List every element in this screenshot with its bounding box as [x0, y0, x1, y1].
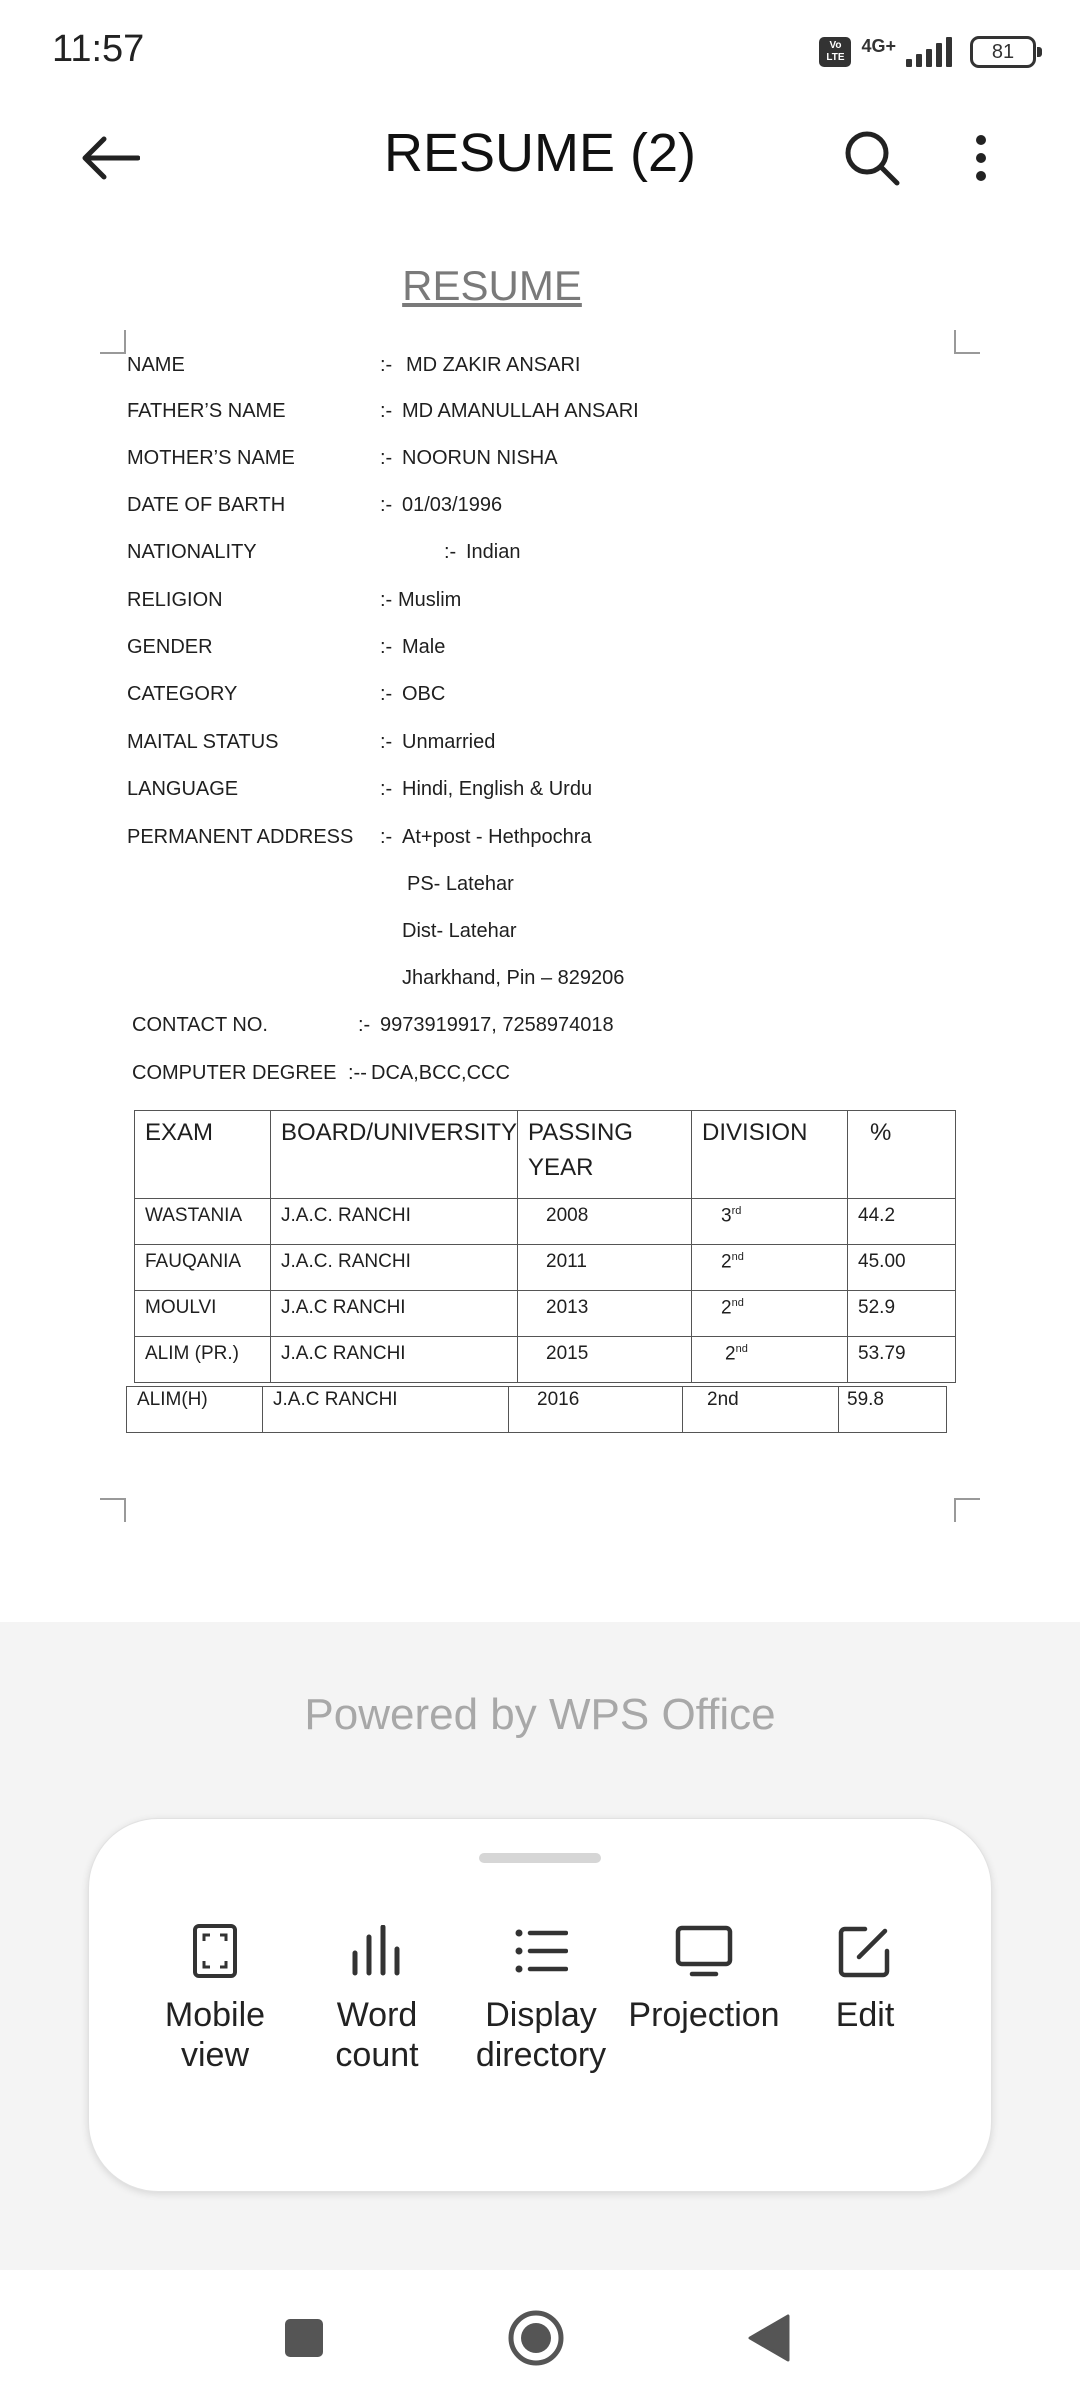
triangle-back-icon: [746, 2314, 790, 2362]
document-title: RESUME (2): [383, 123, 697, 183]
resume-heading: RESUME: [402, 262, 582, 309]
cell-board: J.A.C. RANCHI: [271, 1199, 518, 1245]
field-value-language: Hindi, English & Urdu: [402, 778, 593, 800]
field-separator: :-: [380, 589, 393, 611]
powered-by-text: Powered by WPS Office: [304, 1690, 776, 1739]
field-value-gender: Male: [402, 636, 446, 658]
field-value-address: At+post - Hethpochra: [402, 826, 592, 848]
division-suffix: nd: [731, 1251, 744, 1263]
sheet-drag-handle[interactable]: [479, 1853, 601, 1863]
app-bar: [0, 104, 1080, 212]
address-line: Dist- Latehar: [402, 920, 517, 942]
mobile-view-label-line2: view: [180, 2036, 250, 2074]
field-value-mother: NOORUN NISHA: [402, 447, 558, 469]
cell-percent: 45.00: [848, 1245, 956, 1291]
field-label-name: NAME: [127, 354, 185, 376]
table-header-row: [135, 1111, 956, 1199]
projection-button[interactable]: [614, 1921, 794, 2035]
division-value: 2: [721, 1297, 732, 1319]
page-corner-mark: [100, 1498, 126, 1522]
mobile-view-label-line1: Mobile: [164, 1996, 266, 2034]
cell-year: 2015: [518, 1337, 692, 1383]
field-label-address: PERMANENT ADDRESS: [127, 826, 354, 848]
column-header-board: BOARD/UNIVERSITY: [271, 1111, 518, 1199]
column-header-year: PASSING YEAR: [518, 1111, 692, 1199]
cell-exam: FAUQANIA: [135, 1245, 271, 1291]
cell-exam: ALIM(H): [127, 1387, 263, 1433]
list-icon: [514, 1927, 568, 1975]
field-label-category: CATEGORY: [127, 683, 238, 705]
field-value-computer: DCA,BCC,CCC: [371, 1062, 510, 1084]
field-separator: :-: [380, 826, 393, 848]
cell-board: J.A.C. RANCHI: [271, 1245, 518, 1291]
edit-icon: [837, 1923, 893, 1979]
bar-chart-icon: [349, 1925, 405, 1977]
system-navigation-bar: [0, 2270, 1080, 2400]
cell-division: [692, 1245, 848, 1291]
address-line: Jharkhand, Pin – 829206: [402, 967, 625, 989]
field-label-mother: MOTHER’S NAME: [127, 447, 295, 469]
status-icons: [819, 32, 1036, 72]
field-separator: :-: [380, 683, 393, 705]
recents-button[interactable]: [272, 2306, 336, 2370]
field-label-language: LANGUAGE: [127, 778, 239, 800]
system-back-button[interactable]: [736, 2306, 800, 2370]
field-separator: :-: [380, 778, 393, 800]
arrow-left-icon: [80, 135, 140, 181]
page-corner-mark: [954, 1498, 980, 1522]
cell-percent: 44.2: [848, 1199, 956, 1245]
field-value-contact: 9973919917, 7258974018: [380, 1014, 614, 1036]
field-label-religion: RELIGION: [127, 589, 223, 611]
home-button[interactable]: [504, 2306, 568, 2370]
field-label-father: FATHER’S NAME: [127, 400, 286, 422]
field-value-dob: 01/03/1996: [402, 494, 503, 516]
mobile-view-icon: [192, 1923, 238, 1979]
cell-division: [692, 1337, 848, 1383]
field-label-nationality: NATIONALITY: [127, 541, 257, 563]
field-separator: :-: [380, 731, 393, 753]
bottom-action-sheet: [88, 1818, 992, 2192]
battery-icon: 81: [970, 36, 1036, 68]
table-row: [127, 1387, 947, 1433]
word-count-button[interactable]: [287, 1921, 467, 2075]
cell-percent: 53.79: [848, 1337, 956, 1383]
education-table: [134, 1110, 956, 1383]
field-label-computer: COMPUTER DEGREE: [132, 1062, 337, 1084]
cell-division: [692, 1291, 848, 1337]
field-separator: :-: [380, 494, 393, 516]
cell-year: 2011: [518, 1245, 692, 1291]
table-row: [135, 1337, 956, 1383]
cell-division: 2nd: [683, 1387, 839, 1433]
column-header-exam: EXAM: [135, 1111, 271, 1199]
field-value-category: OBC: [402, 683, 446, 705]
column-header-percent: %: [848, 1111, 956, 1199]
field-separator: :-: [380, 447, 393, 469]
cell-board: J.A.C RANCHI: [271, 1291, 518, 1337]
field-separator: :-: [380, 400, 393, 422]
field-separator: :-: [444, 541, 457, 563]
field-label-gender: GENDER: [127, 636, 213, 658]
division-suffix: nd: [735, 1343, 748, 1355]
field-separator: :-: [380, 354, 393, 376]
field-value-religion: Muslim: [398, 589, 462, 611]
education-extra-table: [126, 1386, 947, 1433]
display-directory-label-line1: Display: [485, 1996, 597, 2034]
field-separator: :--: [348, 1062, 367, 1084]
cell-board: J.A.C RANCHI: [271, 1337, 518, 1383]
mobile-view-button[interactable]: [125, 1921, 305, 2075]
field-value-marital: Unmarried: [402, 731, 496, 753]
word-count-label-line1: Word: [336, 1996, 418, 2034]
field-value-father: MD AMANULLAH ANSARI: [402, 400, 639, 422]
more-vertical-icon: [974, 133, 988, 183]
page-corner-mark: [954, 330, 980, 354]
cell-percent: 59.8: [839, 1387, 947, 1433]
address-line: PS- Latehar: [407, 873, 514, 895]
cell-percent: 52.9: [848, 1291, 956, 1337]
column-header-division: DIVISION: [692, 1111, 848, 1199]
display-directory-label-line2: directory: [475, 2036, 607, 2074]
cell-exam: WASTANIA: [135, 1199, 271, 1245]
more-options-button[interactable]: [956, 122, 1006, 194]
monitor-icon: [674, 1925, 734, 1977]
network-type: 4G+: [861, 36, 896, 56]
cell-exam: ALIM (PR.): [135, 1337, 271, 1383]
word-count-label-line2: count: [335, 2036, 419, 2074]
edit-label-line1: Edit: [835, 1996, 895, 2034]
search-button[interactable]: [836, 122, 908, 194]
search-icon: [842, 128, 902, 188]
edit-button[interactable]: [775, 1921, 955, 2035]
field-label-contact: CONTACT NO.: [132, 1014, 268, 1036]
table-row: [135, 1245, 956, 1291]
status-time: 11:57: [52, 28, 145, 70]
division-suffix: nd: [731, 1297, 744, 1309]
division-value: 2: [725, 1343, 736, 1365]
cell-division: [692, 1199, 848, 1245]
projection-label-line1: Projection: [628, 1996, 780, 2034]
field-label-dob: DATE OF BARTH: [127, 494, 286, 516]
page-corner-mark: [100, 330, 126, 354]
cell-exam: MOULVI: [135, 1291, 271, 1337]
field-separator: :-: [358, 1014, 371, 1036]
division-suffix: rd: [731, 1205, 742, 1217]
status-bar: [0, 0, 1080, 104]
field-value-nationality: Indian: [466, 541, 521, 563]
field-separator: :-: [380, 636, 393, 658]
division-value: 2: [721, 1251, 732, 1273]
volte-icon: Vo LTE: [819, 37, 851, 67]
field-label-marital: MAITAL STATUS: [127, 731, 279, 753]
signal-icon: [906, 37, 952, 67]
table-row: [135, 1291, 956, 1337]
cell-board: J.A.C RANCHI: [263, 1387, 509, 1433]
display-directory-button[interactable]: [451, 1921, 631, 2075]
cell-year: 2013: [518, 1291, 692, 1337]
cell-year: 2008: [518, 1199, 692, 1245]
back-button[interactable]: [72, 124, 148, 192]
square-icon: [284, 2318, 324, 2358]
circle-icon: [507, 2309, 565, 2367]
field-value-name: MD ZAKIR ANSARI: [406, 354, 581, 376]
table-row: [135, 1199, 956, 1245]
cell-year: 2016: [509, 1387, 683, 1433]
division-value: 3: [721, 1205, 732, 1227]
